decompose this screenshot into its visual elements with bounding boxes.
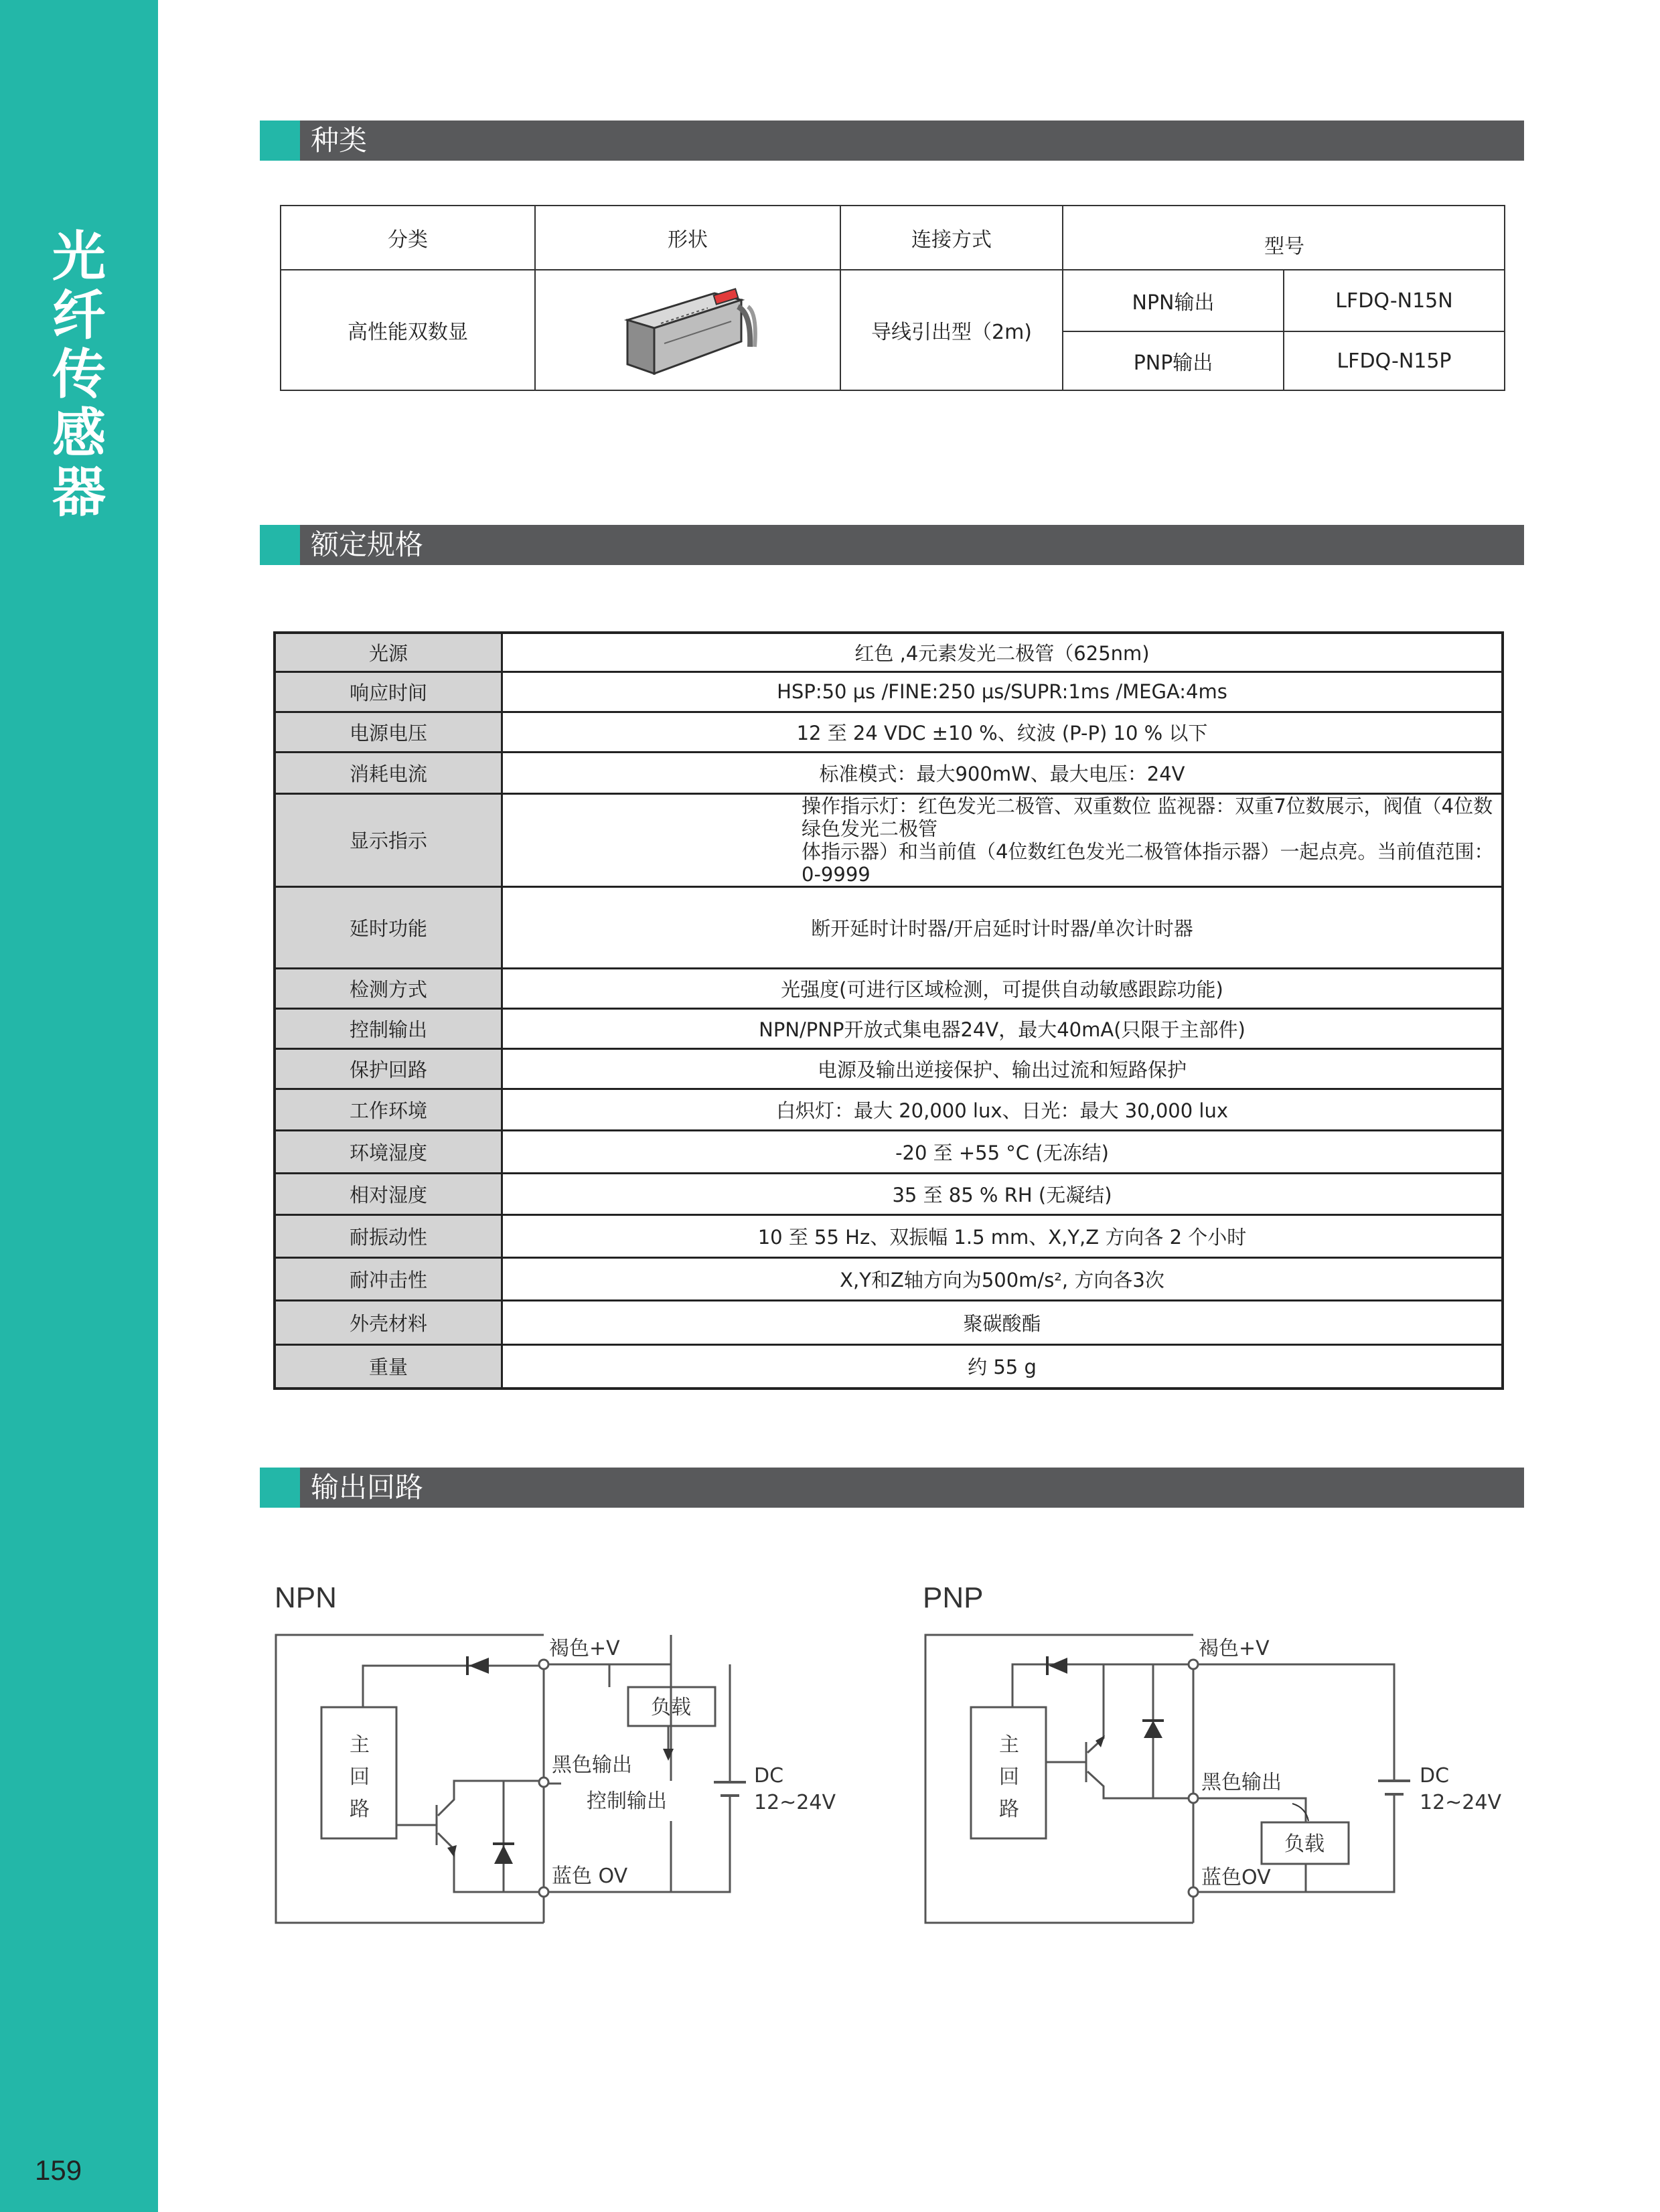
table-row <box>275 1300 1503 1344</box>
npn-voltage-label: 12~24V <box>754 1791 836 1814</box>
spec-value-line: 体指示器）和当前值（4位数红色发光二极管体指示器）一起点亮。当前值范围：0-9999 <box>802 840 1494 886</box>
pnp-blue-label: 蓝色OV <box>1201 1866 1271 1889</box>
spec-value: 12 至 24 VDC ±10 %、纹波 (P-P) 10 % 以下 <box>502 712 1503 752</box>
spec-value: X,Y和Z轴方向为500m/s², 方向各3次 <box>502 1257 1503 1300</box>
section-header-spec <box>260 525 1524 565</box>
types-table <box>280 205 1505 391</box>
table-row <box>275 672 1503 712</box>
npn-circuit-diagram <box>268 1620 871 1942</box>
table-row <box>275 712 1503 752</box>
pnp-dc-label: DC <box>1420 1764 1450 1788</box>
section-accent <box>260 525 300 565</box>
npn-dc-label: DC <box>754 1764 784 1788</box>
spec-value: 红色 ,4元素发光二极管（625nm) <box>502 633 1503 672</box>
spec-key: 延时功能 <box>275 886 502 968</box>
table-row <box>275 793 1503 886</box>
pnp-brown-label: 褐色+V <box>1199 1637 1270 1660</box>
pnp-circuit-diagram <box>917 1620 1520 1942</box>
header-shape: 形状 <box>668 228 708 252</box>
spec-value: 电源及输出逆接保护、输出过流和短路保护 <box>502 1048 1503 1089</box>
spec-key: 工作环境 <box>275 1089 502 1130</box>
spec-value: HSP:50 μs /FINE:250 μs/SUPR:1ms /MEGA:4ms <box>502 672 1503 712</box>
section-title: 种类 <box>311 124 368 157</box>
section-header-types <box>260 121 1524 161</box>
pnp-load-label: 负载 <box>1284 1832 1325 1856</box>
header-category: 分类 <box>388 228 428 252</box>
npn-load-label: 负载 <box>651 1696 691 1719</box>
cell-connection: 导线引出型（2m) <box>871 321 1032 344</box>
cell-npn-label: NPN输出 <box>1132 291 1215 315</box>
pnp-voltage-label: 12~24V <box>1420 1791 1502 1814</box>
table-row <box>275 886 1503 968</box>
table-row <box>275 1008 1503 1048</box>
spec-value: 标准模式：最大900mW、最大电压：24V <box>502 752 1503 793</box>
spec-value: 光强度(可进行区域检测，可提供自动敏感跟踪功能) <box>502 968 1503 1008</box>
npn-main-char: 回 <box>350 1765 370 1789</box>
spec-value: 白炽灯：最大 20,000 lux、日光：最大 30,000 lux <box>502 1089 1503 1130</box>
spec-key: 相对湿度 <box>275 1173 502 1214</box>
spec-value: 35 至 85 % RH (无凝结) <box>502 1173 1503 1214</box>
section-title: 输出回路 <box>311 1471 424 1504</box>
spec-key: 保护回路 <box>275 1048 502 1089</box>
header-model: 型号 <box>1264 235 1304 258</box>
pnp-black-label: 黑色输出 <box>1201 1771 1282 1794</box>
page-number: 159 <box>35 2154 82 2186</box>
npn-black-label: 黑色输出 <box>552 1753 632 1777</box>
sidebar-char: 感 <box>52 402 106 465</box>
cell-npn-model: LFDQ-N15N <box>1335 289 1453 313</box>
table-row <box>275 633 1503 672</box>
table-row <box>275 1173 1503 1214</box>
spec-key: 响应时间 <box>275 672 502 712</box>
pnp-main-char: 主 <box>999 1733 1019 1757</box>
table-row <box>275 1130 1503 1173</box>
table-row <box>275 968 1503 1008</box>
table-row <box>275 1089 1503 1130</box>
section-accent <box>260 1468 300 1508</box>
npn-ctrl-label: 控制输出 <box>587 1790 667 1813</box>
spec-value: 约 55 g <box>502 1344 1503 1389</box>
npn-blue-label: 蓝色 OV <box>552 1865 628 1888</box>
npn-title: NPN <box>275 1581 337 1614</box>
sidebar-title <box>46 228 112 522</box>
spec-key: 耐振动性 <box>275 1214 502 1257</box>
table-row <box>275 1257 1503 1300</box>
header-connection: 连接方式 <box>911 228 992 252</box>
spec-value <box>502 793 1503 886</box>
cell-pnp-label: PNP输出 <box>1133 351 1213 375</box>
table-row <box>275 752 1503 793</box>
spec-key: 光源 <box>275 633 502 672</box>
section-title: 额定规格 <box>311 528 424 561</box>
sidebar-char: 光 <box>52 226 106 288</box>
npn-brown-label: 褐色+V <box>549 1637 620 1660</box>
table-row <box>275 1048 1503 1089</box>
section-header-circuit <box>260 1468 1524 1508</box>
cell-pnp-model: LFDQ-N15P <box>1337 349 1452 373</box>
pnp-main-char: 路 <box>999 1798 1019 1821</box>
sidebar-char: 传 <box>52 343 106 406</box>
table-row <box>275 1344 1503 1389</box>
npn-main-char: 主 <box>350 1733 370 1757</box>
spec-key: 外壳材料 <box>275 1300 502 1344</box>
spec-table <box>273 631 1504 1390</box>
cell-category: 高性能双数显 <box>348 321 468 344</box>
spec-key: 环境湿度 <box>275 1130 502 1173</box>
npn-main-char: 路 <box>350 1798 370 1821</box>
spec-value: -20 至 +55 °C (无冻结) <box>502 1130 1503 1173</box>
fiber-amplifier-icon <box>614 280 761 380</box>
spec-value: 聚碳酸酯 <box>502 1300 1503 1344</box>
spec-key: 控制输出 <box>275 1008 502 1048</box>
spec-key: 消耗电流 <box>275 752 502 793</box>
spec-key: 显示指示 <box>275 793 502 886</box>
spec-key: 重量 <box>275 1344 502 1389</box>
spec-key: 检测方式 <box>275 968 502 1008</box>
table-row <box>275 1214 1503 1257</box>
sidebar-char: 器 <box>52 461 106 524</box>
spec-key: 电源电压 <box>275 712 502 752</box>
sidebar-char: 纤 <box>52 285 106 347</box>
section-accent <box>260 121 300 161</box>
pnp-title: PNP <box>923 1581 984 1614</box>
product-image <box>536 270 840 390</box>
spec-value: 断开延时计时器/开启延时计时器/单次计时器 <box>502 886 1503 968</box>
pnp-main-char: 回 <box>999 1765 1019 1789</box>
spec-value: 10 至 55 Hz、双振幅 1.5 mm、X,Y,Z 方向各 2 个小时 <box>502 1214 1503 1257</box>
spec-value: NPN/PNP开放式集电器24V，最大40mA(只限于主部件) <box>502 1008 1503 1048</box>
spec-value-line: 操作指示灯：红色发光二极管、双重数位 监视器：双重7位数展示，阀值（4位数绿色发光二极管 <box>802 794 1493 840</box>
spec-key: 耐冲击性 <box>275 1257 502 1300</box>
